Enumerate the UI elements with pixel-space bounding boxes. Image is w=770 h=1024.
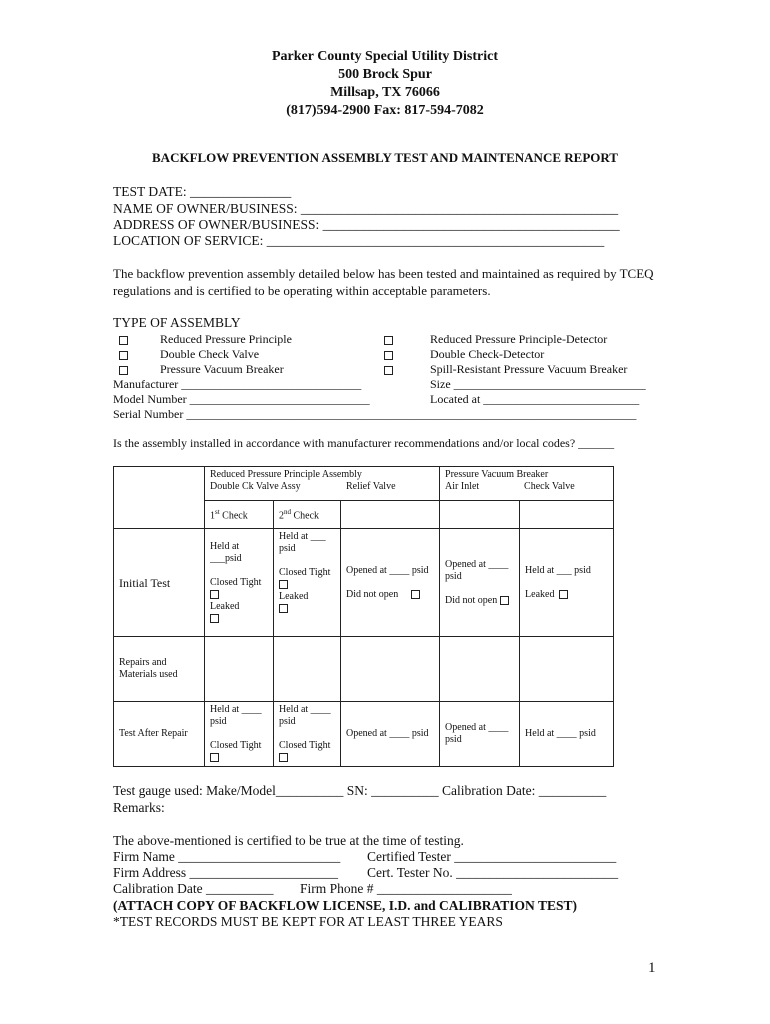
serial-field[interactable]: Serial Number ___________________________________________________________________________: [113, 407, 637, 421]
checkbox[interactable]: [119, 366, 128, 375]
assembly-option-rp[interactable]: Reduced Pressure Principle: [119, 332, 292, 347]
located-field[interactable]: Located at __________________________: [430, 392, 640, 406]
checkbox[interactable]: [559, 590, 568, 599]
installed-question[interactable]: Is the assembly installed in accordance with manufacturer recommendations and/or local codes? ______: [113, 436, 615, 450]
location-field[interactable]: LOCATION OF SERVICE: __________________________________________________: [113, 233, 605, 248]
test-table: [113, 466, 614, 767]
report-title: BACKFLOW PREVENTION ASSEMBLY TEST AND MAINTENANCE REPORT: [152, 150, 618, 165]
org-phone: (817)594-2900 Fax: 817-594-7082: [286, 103, 484, 118]
pvb-header-cell: [440, 467, 614, 501]
assembly-option-rpd[interactable]: Reduced Pressure Principle-Detector: [384, 332, 607, 347]
checkbox[interactable]: [411, 590, 420, 599]
repairs-cell-5[interactable]: [520, 637, 614, 702]
test-gauge-field[interactable]: Test gauge used: Make/Model__________ SN: __________ Calibration Date: __________: [113, 783, 607, 798]
initial-second-check[interactable]: Held at ___ psid Closed Tight Leaked: [274, 529, 341, 637]
size-field[interactable]: Size ________________________________: [430, 377, 646, 391]
repairs-cell-2[interactable]: [274, 637, 341, 702]
checkbox[interactable]: [119, 351, 128, 360]
org-street: 500 Brock Spur: [338, 67, 432, 82]
pvb-header: Pressure Vacuum Breaker: [445, 469, 549, 480]
initial-relief-valve[interactable]: Opened at ____ psid Did not open: [341, 529, 440, 637]
relief-blank: [341, 501, 440, 529]
checkbox[interactable]: [279, 753, 288, 762]
repairs-cell-3[interactable]: [341, 637, 440, 702]
address-field[interactable]: ADDRESS OF OWNER/BUSINESS: ____________________________________________: [113, 217, 620, 232]
rp-header: Reduced Pressure Principle Assembly: [210, 469, 362, 480]
rp-header-cell: [205, 467, 440, 501]
page-number: 1: [648, 960, 656, 976]
checkbox[interactable]: [384, 336, 393, 345]
relief-header: Relief Valve: [346, 481, 396, 492]
checkbox[interactable]: [210, 753, 219, 762]
calibration-date-field[interactable]: Calibration Date __________: [113, 881, 274, 896]
cert-tester-no-field[interactable]: Cert. Tester No. ________________________: [367, 865, 619, 880]
test-after-repair-label: Test After Repair: [114, 702, 205, 767]
test-date-field[interactable]: TEST DATE: _______________: [113, 184, 292, 199]
model-field[interactable]: Model Number ______________________________: [113, 392, 370, 406]
air-blank: [440, 501, 520, 529]
initial-check-valve[interactable]: Held at ___ psid Leaked: [520, 529, 614, 637]
assembly-option-pvb[interactable]: Pressure Vacuum Breaker: [119, 362, 284, 377]
after-second-check[interactable]: Held at ____ psid Closed Tight: [274, 702, 341, 767]
checkbox[interactable]: [279, 604, 288, 613]
org-name: Parker County Special Utility District: [271, 49, 499, 64]
org-city: Millsap, TX 76066: [330, 85, 440, 100]
dc-header: Double Ck Valve Assy: [210, 481, 301, 492]
assembly-option-dcd[interactable]: Double Check-Detector: [384, 347, 544, 362]
after-first-check[interactable]: Held at ____ psid Closed Tight: [205, 702, 274, 767]
initial-air-inlet[interactable]: Opened at ____ psid Did not open: [440, 529, 520, 637]
certification-statement: The backflow prevention assembly detailed below has been tested and maintained as required by TCEQ regulations and is certified to be operating within acceptable parameters.: [113, 266, 654, 298]
attach-notice: (ATTACH COPY OF BACKFLOW LICENSE, I.D. and CALIBRATION TEST): [113, 898, 577, 913]
repairs-cell-4[interactable]: [440, 637, 520, 702]
manufacturer-field[interactable]: Manufacturer ______________________________: [113, 377, 362, 391]
assembly-heading: TYPE OF ASSEMBLY: [113, 315, 241, 330]
firm-address-field[interactable]: Firm Address ______________________: [113, 865, 339, 880]
owner-field[interactable]: NAME OF OWNER/BUSINESS: _______________________________________________: [113, 201, 619, 216]
checkbox[interactable]: [210, 590, 219, 599]
after-air-inlet[interactable]: Opened at ____ psid: [440, 702, 520, 767]
after-check-valve[interactable]: Held at ____ psid: [520, 702, 614, 767]
checkbox[interactable]: [279, 580, 288, 589]
air-inlet-header: Air Inlet: [445, 481, 480, 492]
assembly-option-dc[interactable]: Double Check Valve: [119, 347, 259, 362]
assembly-option-srpvb[interactable]: Spill-Resistant Pressure Vacuum Breaker: [384, 362, 627, 377]
checkbox[interactable]: [210, 614, 219, 623]
firm-phone-field[interactable]: Firm Phone # ____________________: [300, 881, 512, 896]
after-relief-valve[interactable]: Opened at ____ psid: [341, 702, 440, 767]
blank-corner: [114, 467, 205, 529]
repairs-cell-1[interactable]: [205, 637, 274, 702]
checkbox[interactable]: [384, 351, 393, 360]
remarks-label: Remarks:: [113, 800, 165, 815]
certified-tester-field[interactable]: Certified Tester ________________________: [367, 849, 617, 864]
records-notice: *TEST RECORDS MUST BE KEPT FOR AT LEAST THREE YEARS: [113, 914, 503, 929]
check-blank: [520, 501, 614, 529]
initial-first-check[interactable]: Held at ___psid Closed Tight Leaked: [205, 529, 274, 637]
checkbox[interactable]: [384, 366, 393, 375]
check-valve-header: Check Valve: [524, 481, 575, 492]
certify-text: The above-mentioned is certified to be true at the time of testing.: [113, 833, 464, 848]
second-check-header: 2nd Check: [274, 501, 341, 529]
repairs-label: Repairs and Materials used: [114, 637, 205, 702]
firm-name-field[interactable]: Firm Name ________________________: [113, 849, 341, 864]
checkbox[interactable]: [500, 596, 509, 605]
first-check-header: 1st Check: [205, 501, 274, 529]
initial-test-label: Initial Test: [114, 529, 205, 637]
checkbox[interactable]: [119, 336, 128, 345]
